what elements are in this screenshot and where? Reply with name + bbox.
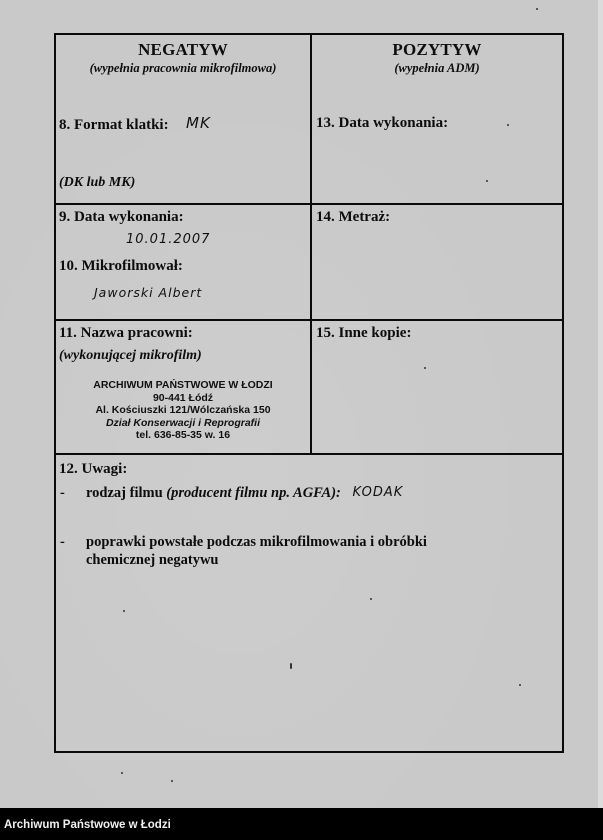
rodzaj-filmu-hint: (producent filmu np. AGFA):	[166, 485, 341, 501]
uwagi-item-poprawki	[60, 534, 427, 551]
stamp-line-postcode: 90-441 Łódź	[152, 391, 214, 404]
format-klatki-value[interactable]: MK	[186, 114, 211, 132]
poprawki-line1: poprawki powstałe podczas mikrofilmowania i obróbki	[86, 534, 427, 550]
metraz-label: 14. Metraż:	[316, 209, 391, 225]
inne-kopie-label: 15. Inne kopie:	[316, 325, 412, 341]
stamp-line-phone: tel. 636-85-35 w. 16	[135, 429, 231, 441]
uwagi-item-rodzaj-filmu	[60, 485, 404, 502]
negatyw-title: NEGATYW	[138, 40, 228, 59]
pozytyw-subtitle: (wypełnia ADM)	[394, 61, 480, 75]
uwagi-label: 12. Uwagi:	[59, 461, 128, 477]
data-wykonania-value[interactable]: 10.01.2007	[126, 232, 211, 247]
archive-caption: Archiwum Państwowe w Łodzi	[4, 819, 171, 831]
speck	[121, 772, 123, 774]
uwagi-section	[56, 455, 562, 751]
format-klatki-hint: (DK lub MK)	[59, 175, 136, 190]
metraz-section	[312, 205, 562, 319]
microfilm-form	[54, 33, 564, 753]
speck	[171, 780, 173, 782]
bullet-dash: -	[60, 534, 65, 550]
mikrofilmowal-signature[interactable]: Jaworski Albert	[94, 285, 203, 300]
pozytyw-data-wykonania-label: 13. Data wykonania:	[316, 115, 449, 131]
nazwa-pracowni-hint: (wykonującej mikrofilm)	[59, 348, 202, 363]
nazwa-pracowni-label: 11. Nazwa pracowni:	[59, 325, 193, 341]
data-wykonania-label: 9. Data wykonania:	[59, 209, 184, 225]
negatyw-section	[56, 35, 310, 203]
poprawki-line2: chemicznej negatywu	[86, 552, 219, 568]
institution-stamp	[56, 379, 310, 442]
stamp-line-name: ARCHIWUM PAŃSTWOWE W ŁODZI	[93, 379, 273, 391]
format-klatki-label: 8. Format klatki:	[59, 117, 169, 133]
rodzaj-filmu-value[interactable]: KODAK	[352, 485, 404, 500]
rodzaj-filmu-label: rodzaj filmu	[86, 485, 163, 501]
pozytyw-title: POZYTYW	[392, 40, 482, 59]
nazwa-pracowni-section	[56, 321, 310, 453]
negatyw-subtitle: (wypełnia pracownia mikrofilmowa)	[89, 61, 277, 75]
scan-edge	[598, 0, 603, 808]
stamp-line-department: Dział Konserwacji i Reprografii	[105, 416, 261, 429]
speck	[536, 8, 538, 10]
stamp-line-address: Al. Kościuszki 121/Wólczańska 150	[95, 404, 271, 416]
pozytyw-section	[312, 35, 562, 203]
data-mikrofilmowal-section	[56, 205, 310, 319]
mikrofilmowal-label: 10. Mikrofilmował:	[59, 258, 183, 274]
bullet-dash: -	[60, 485, 65, 501]
inne-kopie-section	[312, 321, 562, 453]
